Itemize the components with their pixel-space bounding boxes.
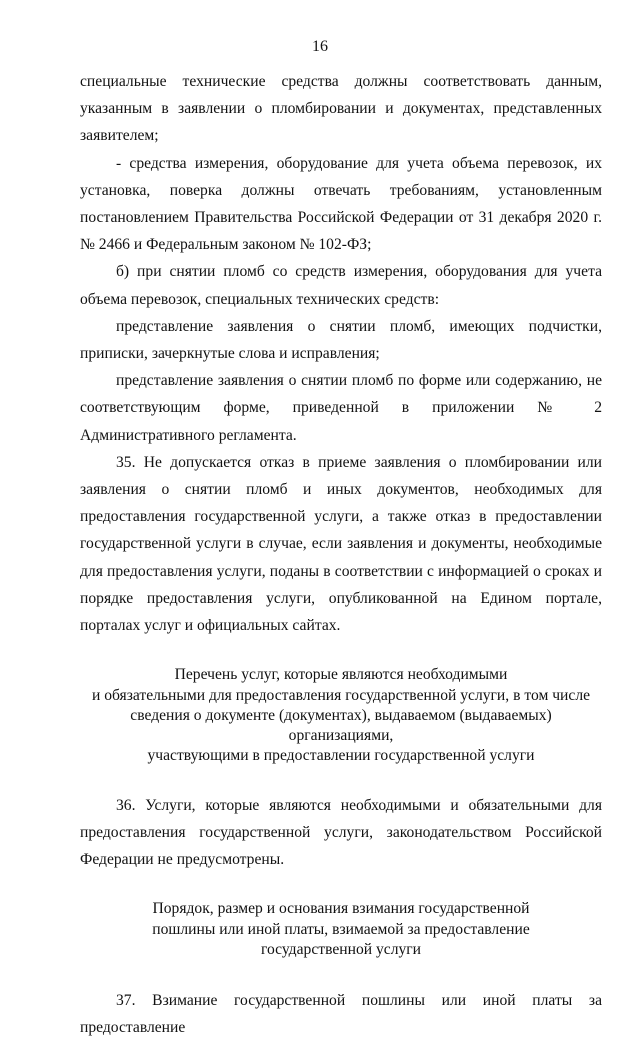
page-number: 16 — [312, 38, 328, 55]
heading-line: пошлины или иной платы, взимаемой за предоставление — [152, 920, 530, 938]
paragraph-35: 35. Не допускается отказ в приеме заявления о пломбировании или заявления о снятии пломб и иных документов, необходимых для предоставления государственной услуги, а также отказ в предоставлении государственной услуги в случае, если заявления и документы, необходимые для предоставления услуги, поданы в соответствии с информацией о сроках и порядке предоставления услуги, опубликованной на Едином портале, порталах услуг и официальных сайтах. — [80, 453, 602, 635]
paragraph-36: 36. Услуги, которые являются необходимыми и обязательными для предоставления государственной услуги, законодательством Российской Федерации не предусмотрены. — [80, 796, 602, 869]
heading-line: государственной услуги — [260, 940, 422, 958]
heading-line: Порядок, размер и основания взимания государственной — [152, 900, 530, 918]
paragraph-special-means: специальные технические средства должны соответствовать данным, указанным в заявлении о пломбировании и документах, представленных заявителем; — [80, 73, 602, 145]
heading-line: и обязательными для предоставления государственной услуги, в том числе — [91, 686, 591, 704]
body-text — [80, 68, 602, 1042]
paragraph-seal-removal: б) при снятии пломб со средств измерения, оборудования для учета объема перевозок, специальных технических средств: — [80, 263, 602, 308]
section-heading-necessary-services — [80, 665, 602, 766]
section-heading-state-fee — [80, 899, 602, 960]
paragraph-erasures: представление заявления о снятии пломб, имеющих подчистки, приписки, зачеркнутые слова и исправления; — [80, 317, 602, 363]
paragraph-form-mismatch: представление заявления о снятии пломб по форме или содержанию, не соответствующим форме, приведенной в приложении № 2 Административного регламента. — [80, 372, 602, 444]
paragraph-measuring-instruments: - средства измерения, оборудование для учета объема перевозок, их установка, поверка должны отвечать требованиям, установленным постановлением Правительства Российской Федерации от 31 декабря 2020 г. № 2466 и Федеральным законом № 102-ФЗ; — [80, 154, 602, 254]
heading-line: сведения о документе (документах), выдаваемом (выдаваемых) организациями, — [130, 706, 552, 745]
heading-line: Перечень услуг, которые являются необходимыми — [174, 666, 508, 684]
paragraph-37: 37. Взимание государственной пошлины или иной платы за предоставление — [80, 992, 602, 1037]
heading-line: участвующими в предоставлении государственной услуги — [147, 747, 535, 765]
